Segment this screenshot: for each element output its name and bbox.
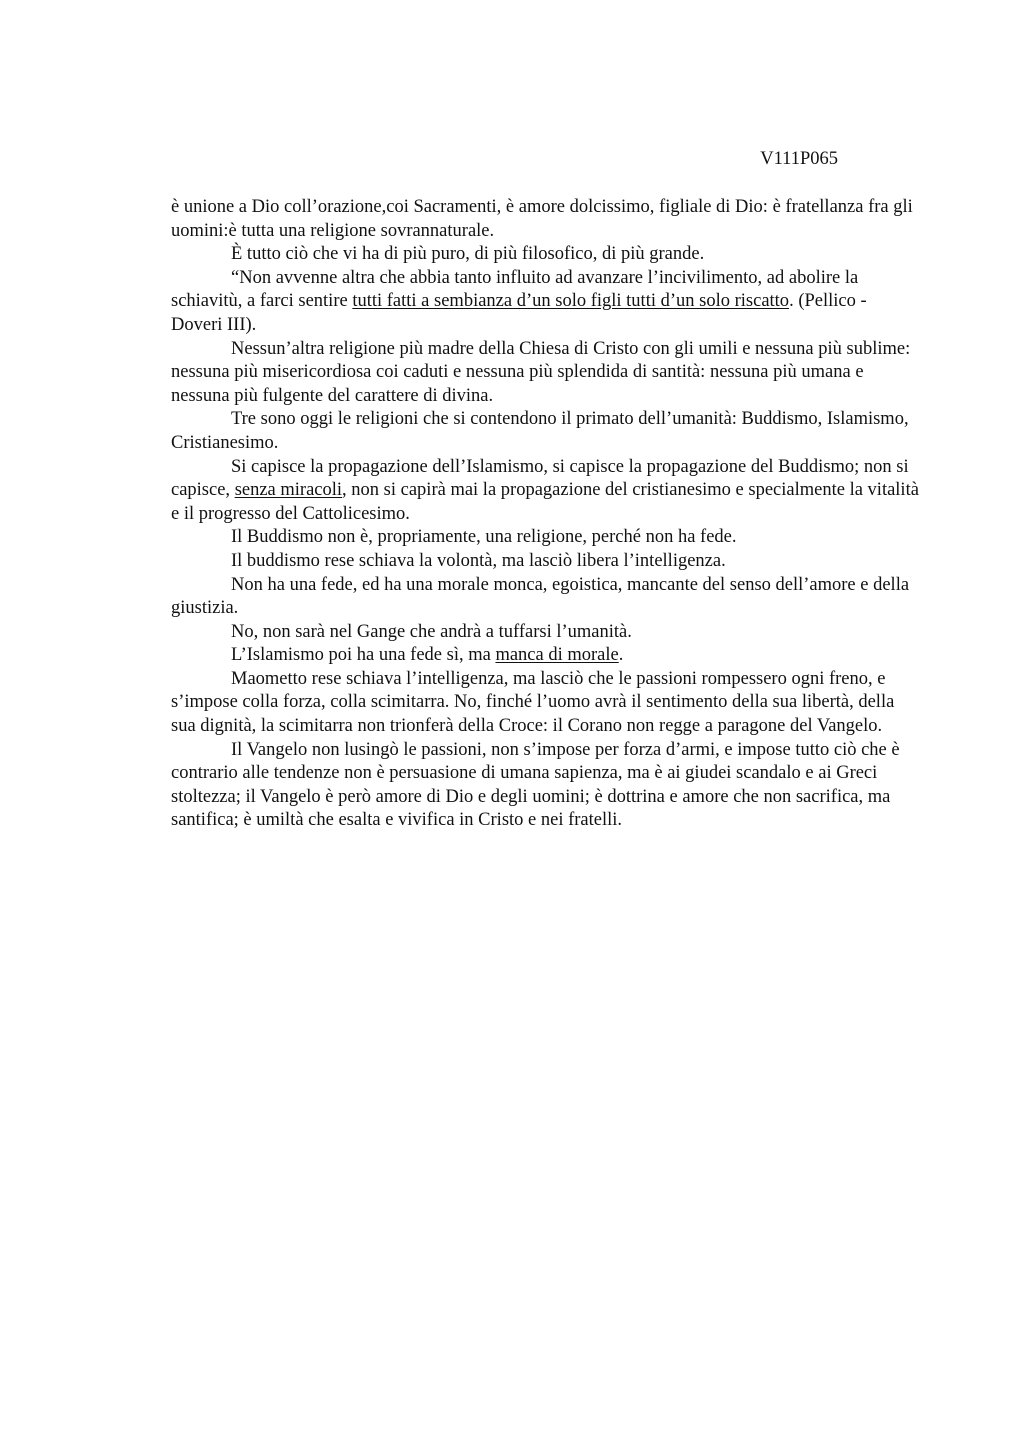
text-segment: . (Pellico - Doveri III). — [171, 291, 867, 335]
underlined-text: tutti fatti a sembianza d’un solo figli tutti d’un solo riscatto — [352, 291, 790, 312]
text-segment: . — [618, 645, 624, 666]
underlined-text: senza miracoli — [234, 480, 343, 501]
paragraph — [171, 267, 921, 338]
page-identifier: V111P065 — [760, 149, 838, 169]
text-segment: “Non avvenne altra che abbia tanto influito ad avanzare l’incivilimento, ad abolire la schiavitù, a farci sentire — [171, 267, 859, 312]
paragraph — [171, 196, 921, 243]
paragraph — [171, 574, 921, 621]
text-segment: Maometto rese schiava l’intelligenza, ma lasciò che le passioni rompessero ogni freno, e s’impose colla forza, colla scimitarra. No, finché l’uomo avrà il sentimento della sua libertà, della sua dignità, la scimitarra non trionferà della Croce: il Corano non regge a paragone del Vangelo. — [171, 668, 895, 737]
text-segment: No, non sarà nel Gange che andrà a tuffarsi l’umanità. — [231, 621, 632, 642]
paragraph — [171, 526, 921, 550]
text-segment: È tutto ciò che vi ha di più puro, di più filosofico, di più grande. — [231, 244, 705, 265]
paragraph — [171, 338, 921, 409]
paragraph — [171, 456, 921, 527]
paragraph — [171, 644, 921, 668]
text-segment: Nessun’altra religione più madre della Chiesa di Cristo con gli umili e nessuna più sublime: nessuna più misericordiosa coi caduti e nessuna più splendida di santità: nessuna più umana e nessuna più fulgente del carattere di divina. — [171, 338, 911, 406]
paragraph — [171, 550, 921, 574]
paragraph — [171, 408, 921, 455]
text-segment: è unione a Dio coll’orazione,coi Sacramenti, è amore dolcissimo, figliale di Dio: è fratellanza fra gli uomini:è tutta una religione sovrannaturale. — [171, 197, 913, 241]
paragraph — [171, 621, 921, 645]
paragraph — [171, 739, 921, 833]
text-segment: Il Vangelo non lusingò le passioni, non s’impose per forza d’armi, e impose tutto ciò che è contrario alle tendenze non è persuasione di umana sapienza, ma è ai giudei scandalo e ai Greci stoltezza; il Vangelo è però amore di Dio e degli uomini; è dottrina e amore che non sacrifica, ma santifica; è umiltà che esalta e vivifica in Cristo e nei fratelli. — [171, 739, 900, 831]
text-segment: Non ha una fede, ed ha una morale monca, egoistica, mancante del senso dell’amore e della giustizia. — [171, 574, 910, 619]
underlined-text: manca di morale — [495, 645, 619, 666]
text-segment: , non si capirà mai la propagazione del cristianesimo e specialmente la vitalità e il progresso del Cattolicesimo. — [171, 480, 919, 524]
document-body — [171, 196, 921, 833]
text-segment: Il buddismo rese schiava la volontà, ma lasciò libera l’intelligenza. — [231, 550, 726, 571]
text-segment: Si capisce la propagazione dell’Islamismo, si capisce la propagazione del Buddismo; non si capisce, — [171, 456, 909, 501]
text-segment: Tre sono oggi le religioni che si contendono il primato dell’umanità: Buddismo, Islamismo, Cristianesimo. — [171, 409, 909, 453]
text-segment: L’Islamismo poi ha una fede sì, ma — [231, 645, 496, 666]
text-segment: Il Buddismo non è, propriamente, una religione, perché non ha fede. — [231, 527, 737, 548]
paragraph — [171, 243, 921, 267]
paragraph — [171, 668, 921, 739]
